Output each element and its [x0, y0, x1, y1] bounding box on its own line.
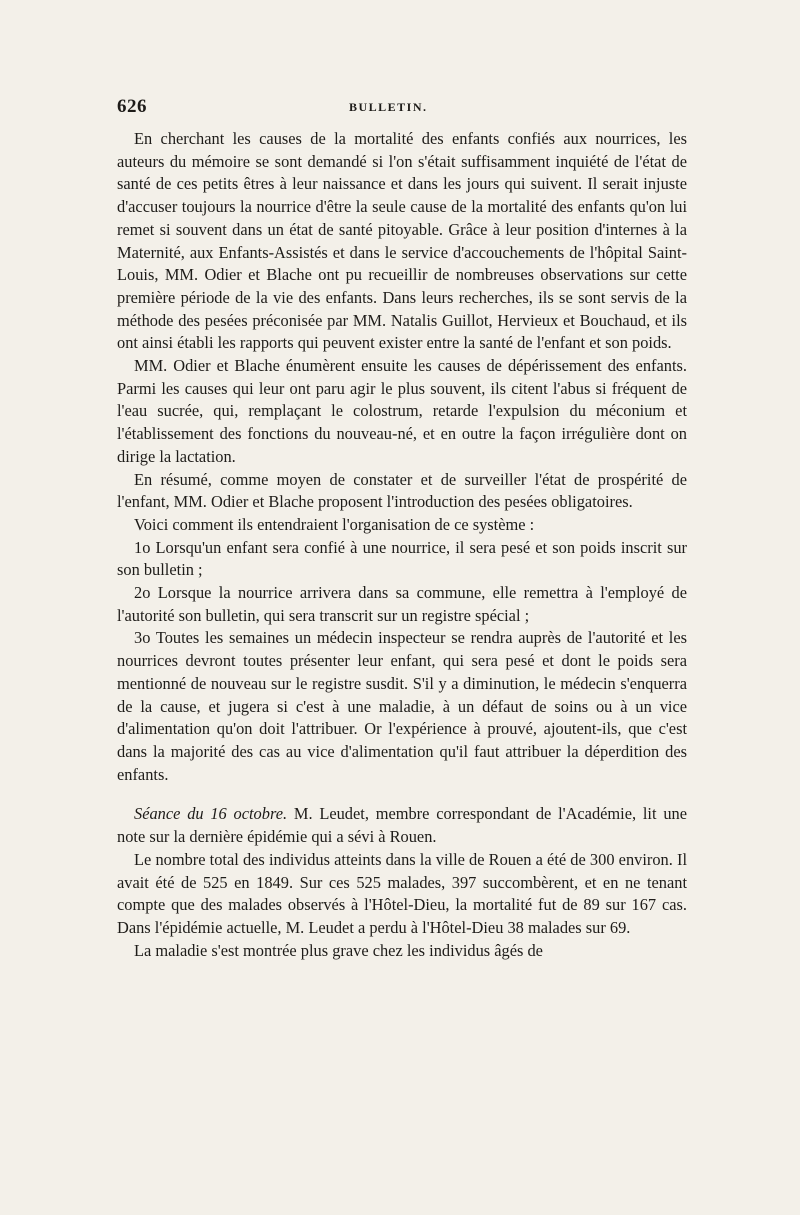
paragraph-causes-deperissement: MM. Odier et Blache énumèrent ensuite les causes de dépérissement des enfants. Parmi les causes qui leur ont paru agir le plus souvent, ils citent l'abus si fréquent de l'eau sucrée, qui, remplaçant le colostrum, retarde l'expulsion du méconium et l'établissement des fonctions du nouveau-né, et en outre la façon irrégulière dont on dirige la lactation. — [117, 356, 687, 466]
page-header — [117, 96, 687, 120]
session-text: M. Leudet, membre correspondant de l'Académie, lit une note sur la dernière épidémie qui a sévi à Rouen. — [117, 804, 687, 847]
running-title: BULLETIN. — [349, 100, 428, 114]
page-number: 626 — [117, 96, 147, 117]
list-item-first: 1o Lorsqu'un enfant sera confié à une nourrice, il sera pesé et son poids inscrit sur son bulletin ; — [117, 537, 687, 580]
page-body — [117, 128, 687, 962]
paragraph-gravite-maladie: La maladie s'est montrée plus grave chez les individus âgés de — [134, 940, 543, 960]
list-item-third: 3o Toutes les semaines un médecin inspecteur se rendra auprès de l'autorité et les nourrices devront toutes présenter leur enfant, qui sera pesé et dont le poids sera mentionné de nouveau sur le registre susdit. S'il y a diminution, le médecin s'enquerra de la cause, et jugera si c'est à une maladie, à un défaut de soins ou à un vice d'alimentation qu'on doit l'attribuer. Or l'expérience à prouvé, ajoutent-ils, que c'est dans la majorité des cas au vice d'alimentation qu'il faut attribuer la déperdition des enfants. — [117, 628, 687, 784]
paragraph-seance — [117, 803, 687, 848]
paragraph-resume: En résumé, comme moyen de constater et de surveiller l'état de prospérité de l'enfant, MM. Odier et Blache proposent l'introduction des pesées obligatoires. — [117, 469, 687, 512]
list-item-second: 2o Lorsque la nourrice arrivera dans sa commune, elle remettra à l'employé de l'autorité son bulletin, qui sera transcrit sur un registre spécial ; — [117, 583, 687, 625]
paragraph-causes-mortalite: En cherchant les causes de la mortalité des enfants confiés aux nourrices, les auteurs du mémoire se sont demandé si l'on s'était suffisamment inquiété de l'état de santé de ces petits êtres à leur naissance et dans les jours qui suivent. Il serait injuste d'accuser toujours la nourrice d'être la seule cause de la mortalité des enfants qu'on lui remet si souvent dans un état de santé pitoyable. Grâce à leur position d'internes à la Maternité, aux Enfants-Assistés et dans le service d'accouchements de l'hôpital Saint-Louis, MM. Odier et Blache ont pu recueillir de nombreuses observations sur cette première période de la vie des enfants. Dans leurs recherches, ils se sont servis de la méthode des pesées préconisée par MM. Natalis Guillot, Hervieux et Bouchaud, et ils ont ainsi établi les rapports qui peuvent exister entre la santé de l'enfant et son poids. — [117, 129, 687, 353]
paragraph-organisation-intro: Voici comment ils entendraient l'organisation de ce système : — [134, 514, 535, 534]
paragraph-statistiques-rouen: Le nombre total des individus atteints dans la ville de Rouen a été de 300 environ. Il avait été de 525 en 1849. Sur ces 525 malades, 397 succombèrent, et en ne tenant compte que des malades observés à l'Hôtel-Dieu, la mortalité fut de 89 sur 167 cas. Dans l'épidémie actuelle, M. Leudet a perdu à l'Hôtel-Dieu 38 malades sur 69. — [117, 849, 687, 937]
session-heading: Séance du 16 octobre. — [134, 804, 288, 824]
